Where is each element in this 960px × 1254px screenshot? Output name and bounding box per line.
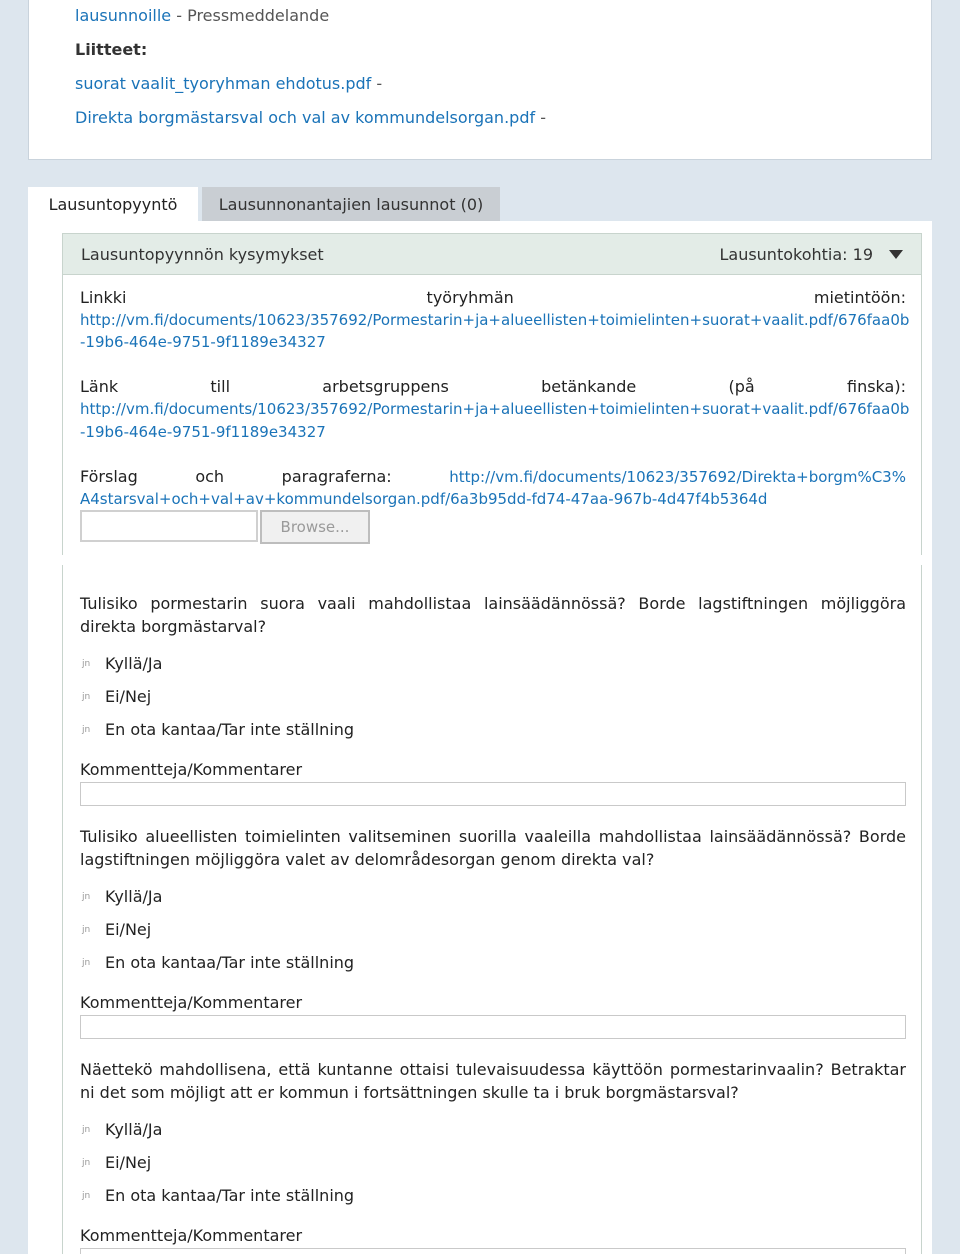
questions-header[interactable]: [62, 233, 922, 275]
option-yes[interactable]: [82, 654, 162, 673]
option-no[interactable]: [82, 687, 151, 706]
question-text: Tulisiko alueellisten toimielinten valitseminen suorilla vaaleilla mahdollistaa lainsäädännössä? Borde lagstiftningen möjliggöra valet av delområdesorgan genom direkta val?: [80, 827, 906, 869]
proposal-line: [80, 467, 906, 486]
option-label: En ota kantaa/Tar inte ställning: [105, 720, 355, 739]
attachment-suffix: -: [371, 74, 383, 93]
label-word: Linkki: [80, 288, 127, 307]
tab-request[interactable]: Lausuntopyyntö: [28, 187, 198, 221]
comment-label: Kommentteja/Kommentarer: [80, 760, 303, 779]
option-no[interactable]: [82, 920, 151, 939]
attachment-link[interactable]: suorat vaalit_tyoryhman ehdotus.pdf: [75, 74, 372, 93]
label-word: och: [195, 467, 225, 486]
comment-label: Kommentteja/Kommentarer: [80, 1226, 303, 1245]
option-label: En ota kantaa/Tar inte ställning: [105, 1186, 355, 1205]
radio-icon[interactable]: jn: [82, 957, 91, 968]
proposal-link[interactable]: http://vm.fi/documents/10623/357692/Direkta+borgm%C3%: [449, 468, 906, 486]
proposal-link-cont[interactable]: A4starsval+och+val+av+kommundelsorgan.pdf/6a3b95dd-fd74-47aa-967b-4d47f4b5364d: [80, 490, 768, 508]
attachments-card: [28, 0, 932, 160]
report-link-sv-cont[interactable]: -19b6-464e-9751-9f1189e34327: [80, 423, 326, 441]
label-word: Förslag: [80, 467, 138, 486]
report-link-sv[interactable]: http://vm.fi/documents/10623/357692/Pormestarin+ja+alueellisten+toimielinten+suorat+vaalit.pdf/676faa0b: [80, 400, 910, 418]
caret-down-icon[interactable]: [889, 250, 903, 259]
option-yes[interactable]: [82, 887, 162, 906]
radio-icon[interactable]: jn: [82, 1190, 91, 1201]
radio-icon[interactable]: jn: [82, 724, 91, 735]
radio-icon[interactable]: jn: [82, 658, 91, 669]
question-text: Tulisiko pormestarin suora vaali mahdollistaa lainsäädännössä? Borde lagstiftningen möjliggöra direkta borgmästarval?: [80, 594, 906, 636]
label-word: työryhmän: [426, 288, 514, 307]
label-word: paragraferna:: [281, 467, 392, 486]
questions-count-label: Lausuntokohtia: 19: [719, 244, 873, 264]
report-link-fi[interactable]: http://vm.fi/documents/10623/357692/Pormestarin+ja+alueellisten+toimielinten+suorat+vaalit.pdf/676faa0b: [80, 311, 910, 329]
press-release-suffix: - Pressmeddelande: [171, 6, 330, 25]
comment-label: Kommentteja/Kommentarer: [80, 993, 303, 1012]
option-label: Ei/Nej: [105, 687, 152, 706]
label-word: finska):: [847, 377, 906, 396]
radio-icon[interactable]: jn: [82, 691, 91, 702]
link-label-fi: [80, 288, 906, 307]
tab-statements[interactable]: Lausunnonantajien lausunnot (0): [202, 187, 500, 221]
questions-title: Lausuntopyynnön kysymykset: [81, 244, 324, 264]
attachments-label: Liitteet:: [75, 40, 148, 59]
radio-icon[interactable]: jn: [82, 924, 91, 935]
option-abstain[interactable]: [82, 953, 354, 972]
option-label: Kyllä/Ja: [105, 1120, 163, 1139]
attachment-link[interactable]: Direkta borgmästarsval och val av kommundelsorgan.pdf: [75, 108, 536, 127]
label-word: arbetsgruppens: [322, 377, 449, 396]
comment-input[interactable]: [80, 1248, 906, 1254]
label-word: (på: [728, 377, 755, 396]
option-abstain[interactable]: [82, 720, 354, 739]
label-word: Länk: [80, 377, 119, 396]
option-label: Kyllä/Ja: [105, 654, 163, 673]
radio-icon[interactable]: jn: [82, 891, 91, 902]
browse-button[interactable]: Browse...: [260, 510, 370, 544]
comment-input[interactable]: [80, 782, 906, 806]
question-text: Näettekö mahdollisena, että kuntanne ottaisi tulevaisuudessa käyttöön pormestarinvaalin? Betraktar ni det som möjligt att er kommun i fortsättningen skulle ta i bruk borgmästarsval?: [80, 1060, 906, 1102]
link-label-sv: [80, 377, 906, 396]
option-label: Ei/Nej: [105, 1153, 152, 1172]
comment-input[interactable]: [80, 1015, 906, 1039]
radio-icon[interactable]: jn: [82, 1157, 91, 1168]
attachment-row: [75, 108, 546, 127]
press-release-link[interactable]: lausunnoille: [75, 6, 172, 25]
press-release-row: [75, 6, 329, 25]
questions-box: [62, 565, 922, 1254]
report-link-fi-cont[interactable]: -19b6-464e-9751-9f1189e34327: [80, 333, 326, 351]
option-label: Kyllä/Ja: [105, 887, 163, 906]
option-label: Ei/Nej: [105, 920, 152, 939]
file-path-input[interactable]: [80, 510, 258, 542]
option-no[interactable]: [82, 1153, 151, 1172]
option-abstain[interactable]: [82, 1186, 354, 1205]
option-label: En ota kantaa/Tar inte ställning: [105, 953, 355, 972]
questions-count: [719, 245, 903, 264]
option-yes[interactable]: [82, 1120, 162, 1139]
label-word: betänkande: [541, 377, 637, 396]
label-word: mietintöön:: [813, 288, 906, 307]
attachment-suffix: -: [535, 108, 546, 127]
label-word: till: [210, 377, 231, 396]
radio-icon[interactable]: jn: [82, 1124, 91, 1135]
attachment-row: [75, 74, 382, 93]
